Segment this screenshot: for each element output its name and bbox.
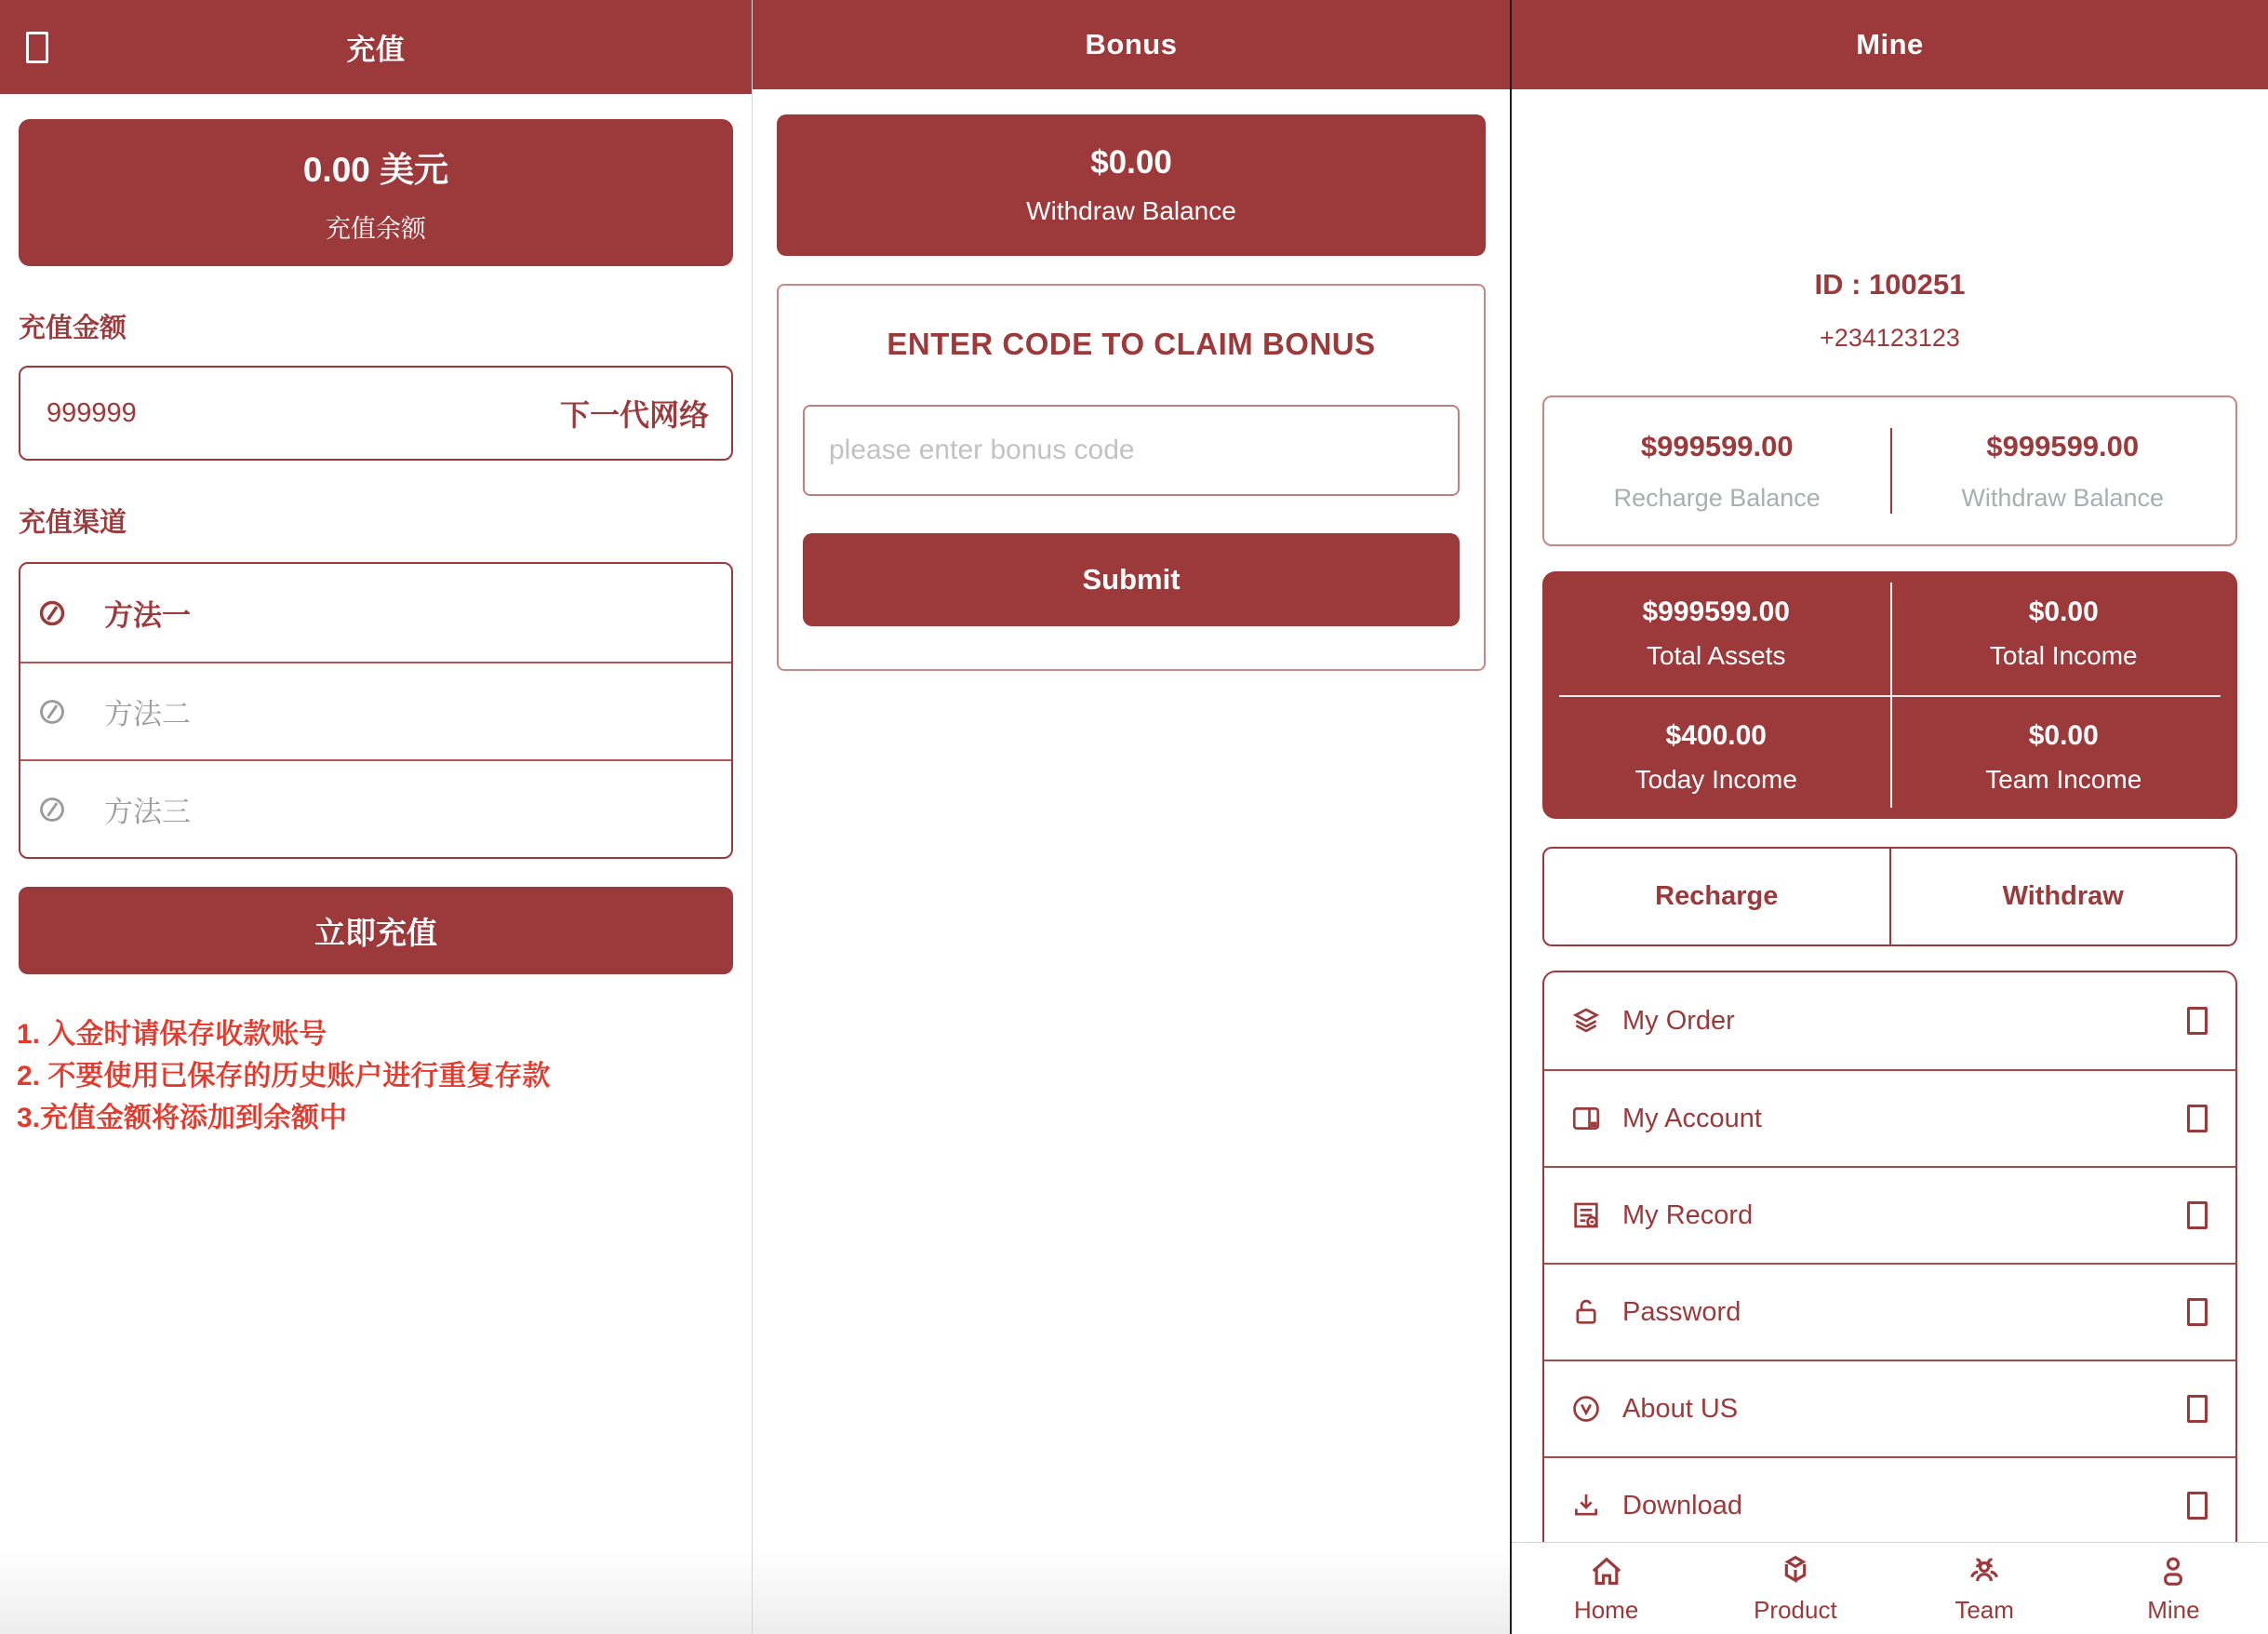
about-icon xyxy=(1570,1393,1602,1425)
user-id: ID : 100251 xyxy=(1814,268,1966,301)
channel-field-label: 充值渠道 xyxy=(19,508,127,538)
record-icon xyxy=(1570,1199,1602,1231)
user-phone: +234123123 xyxy=(1820,324,1960,352)
bottom-fade xyxy=(0,1546,752,1634)
income-stats-card xyxy=(1542,571,2237,819)
nav-label: Home xyxy=(1573,1595,1639,1624)
page-title: 充值 xyxy=(346,33,406,66)
amount-field-label: 充值金额 xyxy=(19,314,127,343)
withdraw-balance-block xyxy=(1890,397,2236,544)
divider xyxy=(1890,428,1892,514)
recharge-method-list xyxy=(19,562,733,859)
radio-slash-icon xyxy=(37,697,67,727)
mine-header xyxy=(1512,0,2268,89)
withdraw-balance-card xyxy=(777,114,1486,256)
recharge-now-button[interactable]: 立即充值 xyxy=(19,887,733,974)
nav-label: Team xyxy=(1954,1595,2014,1624)
withdraw-balance-label: Withdraw Balance xyxy=(1026,196,1236,225)
menu-label: Download xyxy=(1622,1490,1742,1520)
stat-label: Total Assets xyxy=(1647,640,1786,670)
recharge-balance-amount: $999599.00 xyxy=(1640,429,1794,462)
recharge-balance-block xyxy=(1544,397,1890,544)
chevron-placeholder-icon xyxy=(2187,1395,2208,1423)
back-placeholder-icon[interactable] xyxy=(26,32,48,63)
nav-product[interactable] xyxy=(1701,1543,1889,1634)
mine-icon xyxy=(2155,1553,2192,1590)
today-income-cell xyxy=(1542,695,1890,819)
chevron-placeholder-icon xyxy=(2187,1492,2208,1520)
menu-label: About US xyxy=(1622,1393,1739,1424)
stat-label: Today Income xyxy=(1634,764,1797,794)
method-label: 方法二 xyxy=(104,698,191,730)
bonus-page xyxy=(753,0,1512,1634)
page-title: Bonus xyxy=(1085,28,1178,60)
bottom-fade xyxy=(753,1546,1510,1634)
nav-home[interactable] xyxy=(1512,1543,1701,1634)
amount-input[interactable] xyxy=(47,398,326,429)
method-option-1[interactable] xyxy=(20,564,731,662)
recharge-button[interactable]: Recharge xyxy=(1655,881,1779,911)
recharge-notes xyxy=(17,1013,735,1139)
claim-bonus-title: ENTER CODE TO CLAIM BONUS xyxy=(887,327,1376,361)
menu-item-download[interactable] xyxy=(1544,1456,2235,1553)
withdraw-balance-label: Withdraw Balance xyxy=(1961,483,2165,512)
chevron-placeholder-icon xyxy=(2187,1298,2208,1326)
nav-label: Mine xyxy=(2147,1595,2200,1624)
menu-item-my-account[interactable] xyxy=(1544,1069,2235,1166)
team-icon xyxy=(1966,1553,2003,1590)
stat-amount: $0.00 xyxy=(2028,596,2099,627)
product-icon xyxy=(1777,1553,1814,1590)
bonus-code-input[interactable] xyxy=(803,405,1460,496)
bonus-header xyxy=(753,0,1510,89)
menu-item-my-record[interactable] xyxy=(1544,1166,2235,1263)
chevron-placeholder-icon xyxy=(2187,1105,2208,1132)
menu-label: Password xyxy=(1622,1296,1741,1327)
page-title: Mine xyxy=(1856,28,1924,60)
radio-slash-icon xyxy=(37,795,67,824)
recharge-balance-label: 充值余额 xyxy=(326,214,426,243)
note-line: 3.充值金额将添加到余额中 xyxy=(17,1103,348,1133)
download-icon xyxy=(1570,1490,1602,1521)
home-icon xyxy=(1588,1553,1625,1590)
stat-amount: $999599.00 xyxy=(1642,596,1790,627)
withdraw-button[interactable]: Withdraw xyxy=(1889,849,2236,944)
nav-team[interactable] xyxy=(1890,1543,2079,1634)
nav-mine[interactable] xyxy=(2079,1543,2268,1634)
mine-menu xyxy=(1542,971,2237,1585)
recharge-balance-label: Recharge Balance xyxy=(1613,483,1821,512)
stat-amount: $400.00 xyxy=(1665,719,1767,751)
total-income-cell xyxy=(1890,571,2238,695)
bonus-submit-button[interactable]: Submit xyxy=(803,533,1460,626)
total-assets-cell xyxy=(1542,571,1890,695)
recharge-balance-amount: 0.00 美元 xyxy=(302,150,449,189)
note-line: 2. 不要使用已保存的历史账户进行重复存款 xyxy=(17,1061,551,1092)
menu-item-password[interactable] xyxy=(1544,1263,2235,1359)
recharge-balance-card xyxy=(19,119,733,266)
divider xyxy=(1559,695,2221,697)
balance-summary-card xyxy=(1542,395,2237,546)
menu-item-about-us[interactable] xyxy=(1544,1359,2235,1456)
menu-label: My Record xyxy=(1622,1199,1754,1230)
team-income-cell xyxy=(1890,695,2238,819)
stat-label: Total Income xyxy=(1989,640,2138,670)
menu-label: My Order xyxy=(1622,1005,1735,1036)
lock-icon xyxy=(1570,1296,1602,1328)
mine-page xyxy=(1512,0,2268,1634)
nav-label: Product xyxy=(1754,1595,1837,1624)
note-line: 1. 入金时请保存收款账号 xyxy=(17,1019,327,1050)
withdraw-balance-amount: $999599.00 xyxy=(1986,429,2140,462)
method-label: 方法三 xyxy=(104,796,191,828)
recharge-page xyxy=(0,0,753,1634)
method-option-3[interactable] xyxy=(20,759,731,857)
card-icon xyxy=(1570,1103,1602,1134)
chevron-placeholder-icon xyxy=(2187,1007,2208,1035)
radio-slash-icon xyxy=(37,598,67,628)
quick-actions xyxy=(1542,847,2237,946)
amount-input-box xyxy=(19,366,733,461)
method-label: 方法一 xyxy=(104,599,191,632)
menu-label: My Account xyxy=(1622,1103,1762,1133)
withdraw-balance-amount: $0.00 xyxy=(1090,144,1172,181)
stat-label: Team Income xyxy=(1985,764,2142,794)
stat-amount: $0.00 xyxy=(2028,719,2099,751)
layers-icon xyxy=(1570,1005,1602,1037)
recharge-header xyxy=(0,0,752,94)
network-selector[interactable]: 下一代网络 xyxy=(559,398,709,432)
bottom-nav xyxy=(1512,1542,2268,1634)
chevron-placeholder-icon xyxy=(2187,1201,2208,1229)
method-option-2[interactable] xyxy=(20,662,731,759)
menu-item-my-order[interactable] xyxy=(1544,972,2235,1069)
claim-bonus-box xyxy=(777,284,1486,671)
